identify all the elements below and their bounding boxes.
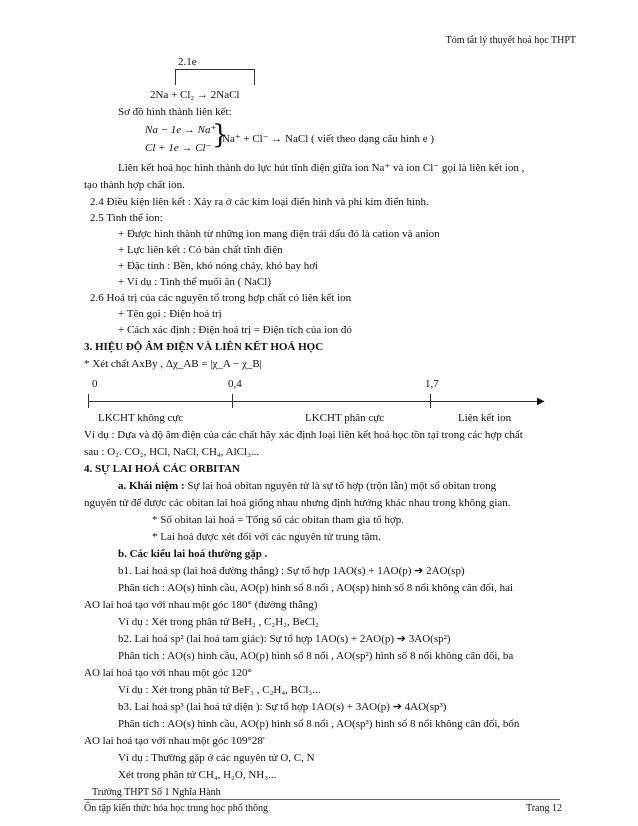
concept-line2: nguyên tử để được các obitan lai hoá giống nhau nhưng định hướng khác nhau trong không gian. xyxy=(84,497,511,509)
scale-tick-label: 0,4 xyxy=(228,378,242,390)
scheme-line-na: Na − 1e → Na⁺ xyxy=(145,124,217,136)
scheme-line-cl: Cl + 1e → Cl⁻ xyxy=(145,142,212,154)
electron-bracket-top xyxy=(175,69,254,70)
example-line1: Ví dụ : Dựa và độ âm điện của các chất hãy xác định loại liên kết hoá học tồn tại trong các hợp chất xyxy=(84,429,523,441)
page-header-title: Tóm tắt lý thuyết hoá học THPT xyxy=(445,35,576,46)
section-2-4: 2.4 Điều kiện liên kết : Xảy ra ở các kim loại điển hình và phi kim điển hình. xyxy=(90,196,429,208)
scale-tick-label: 1,7 xyxy=(425,378,439,390)
sp2-title: b2. Lai hoá sp² (lai hoá tam giác): Sự tổ hợp 1AO(s) + 2AO(p) ➔ 3AO(sp²) xyxy=(118,633,451,645)
sp-example: Ví dụ : Xét trong phân tử BeH₂ , C₂H₂, BeCl₂ xyxy=(118,616,319,628)
crystal-item: + Ví dụ : Tinh thể muối ăn ( NaCl) xyxy=(118,276,271,288)
sp3-analysis-cont: AO lai hoá tạo với nhau một góc 109°28' xyxy=(84,735,265,747)
scale-label-ionic: Liên kết ion xyxy=(458,412,512,424)
sp-analysis: Phân tích : AO(s) hình cầu, AO(p) hình số 8 nổi , AO(sp) hình số 8 nổi không cân đối, hai xyxy=(118,582,514,594)
scale-arrow-icon: ▶ xyxy=(537,396,545,407)
scale-tick-label: 0 xyxy=(92,378,98,390)
sp-analysis-cont: AO lai hoá tạo với nhau một góc 180° (đường thẳng) xyxy=(84,599,318,611)
crystal-item: + Được hình thành từ những ion mang điện trái dấu đó là cation và anion xyxy=(118,228,440,240)
footer-subtitle: Ôn tập kiến thức hóa học trung học phổ thông xyxy=(84,803,268,814)
sp2-example: Ví dụ : Xét trong phân tử BeF₃ , C₂H₄, BCl₃... xyxy=(118,684,321,696)
sp3-example-cont: Xét trong phân tử CH₄, H₂O, NH₃... xyxy=(118,769,277,781)
concept-title: a. Khái niệm : xyxy=(118,480,185,492)
ionic-paragraph-line1: Liên kết hoá học hình thành do lực hút tĩnh điện giữa ion Na⁺ và ion Cl⁻ gọi là liên kết ion , xyxy=(118,162,525,174)
ionic-paragraph-line2: tạo thành hợp chất ion. xyxy=(84,179,185,191)
hybrid-note: * Số obitan lai hoá = Tổng số các obitan tham gia tổ hợp. xyxy=(152,514,404,526)
sp3-analysis: Phân tích : AO(s) hình cầu, AO(p) hình số 8 nổi , AO(sp³) hình số 8 nổi không cân đối, bốn xyxy=(118,718,520,730)
concept-line1 xyxy=(118,480,496,493)
scale-tick xyxy=(430,394,431,408)
footer-school: Trường THPT Số 1 Nghĩa Hành xyxy=(92,787,221,798)
scale-axis-line xyxy=(88,401,544,402)
hybrid-types-title: b. Các kiểu lai hoá thường gặp . xyxy=(118,548,268,560)
valence-item: + Cách xác định : Điện hoá trị = Điện tích của ion đó xyxy=(118,324,352,336)
scheme-intro: Sơ đồ hình thành liên kết: xyxy=(118,106,232,118)
scale-label-nonpolar: LKCHT không cực xyxy=(98,412,184,424)
valence-item: + Tên gọi : Điện hoá trị xyxy=(118,308,222,320)
concept-text: Sự lai hoá obitan nguyên tử là sự tổ hợp (trộn lẫn) một số obitan trong xyxy=(184,480,497,492)
sp2-analysis: Phân tích : AO(s) hình cầu, AO(p) hình số 8 nổi , AO(sp²) hình số 8 nổi không cân đối, ba xyxy=(118,650,514,662)
electron-bracket-left xyxy=(175,69,176,85)
crystal-item: + Đặc tính : Bền, khó nóng chảy, khó bay hơi xyxy=(118,260,319,272)
sp3-example: Ví dụ : Thường gặp ở các nguyên tử O, C, N xyxy=(118,752,315,764)
scale-label-polar: LKCHT phân cực xyxy=(305,412,385,424)
sp2-analysis-cont: AO lai hoá tạo với nhau một góc 120° xyxy=(84,667,252,679)
section-2-5: 2.5 Tinh thể ion: xyxy=(90,212,163,224)
sp-title: b1. Lai hoá sp (lai hoá đường thẳng) : Sự tổ hợp 1AO(s) + 1AO(p) ➔ 2AO(sp) xyxy=(118,565,465,577)
delta-chi-formula: * Xét chất AxBy , Δχ_AB = |χ_A − χ_B| xyxy=(84,358,262,370)
electron-bracket-right xyxy=(254,69,255,85)
electron-transfer-label: 2.1e xyxy=(178,56,197,68)
scale-tick xyxy=(232,394,233,408)
crystal-item: + Lực liên kết : Có bản chất tĩnh điện xyxy=(118,244,283,256)
page-number: Trang 12 xyxy=(525,803,562,814)
scheme-result: Na⁺ + Cl⁻ → NaCl ( viết theo dạng cấu hình e ) xyxy=(222,133,435,145)
section-2-6: 2.6 Hoá trị của các nguyên tố trong hợp chất có liên kết ion xyxy=(90,292,352,304)
reaction-equation: 2Na + Cl₂ → 2NaCl xyxy=(150,89,240,101)
section-3-heading: 3. HIỆU ĐỘ ÂM ĐIỆN VÀ LIÊN KẾT HOÁ HỌC xyxy=(84,341,324,353)
section-4-heading: 4. SỰ LAI HOÁ CÁC ORBITAN xyxy=(84,463,240,475)
scheme-brace: } xyxy=(212,120,229,150)
sp3-title: b3. Lai hoá sp³ (lai hoá tứ diện ): Sự tổ hợp 1AO(s) + 3AO(p) ➔ 4AO(sp³) xyxy=(118,701,447,713)
hybrid-note: * Lai hoá được xét đối với các nguyên tử trung tâm. xyxy=(152,531,381,543)
example-line2: sau : O₂. CO₂, HCl, NaCl, CH₄, AlCl₃... xyxy=(84,446,260,458)
footer-divider xyxy=(84,799,560,800)
scale-tick xyxy=(88,394,89,408)
